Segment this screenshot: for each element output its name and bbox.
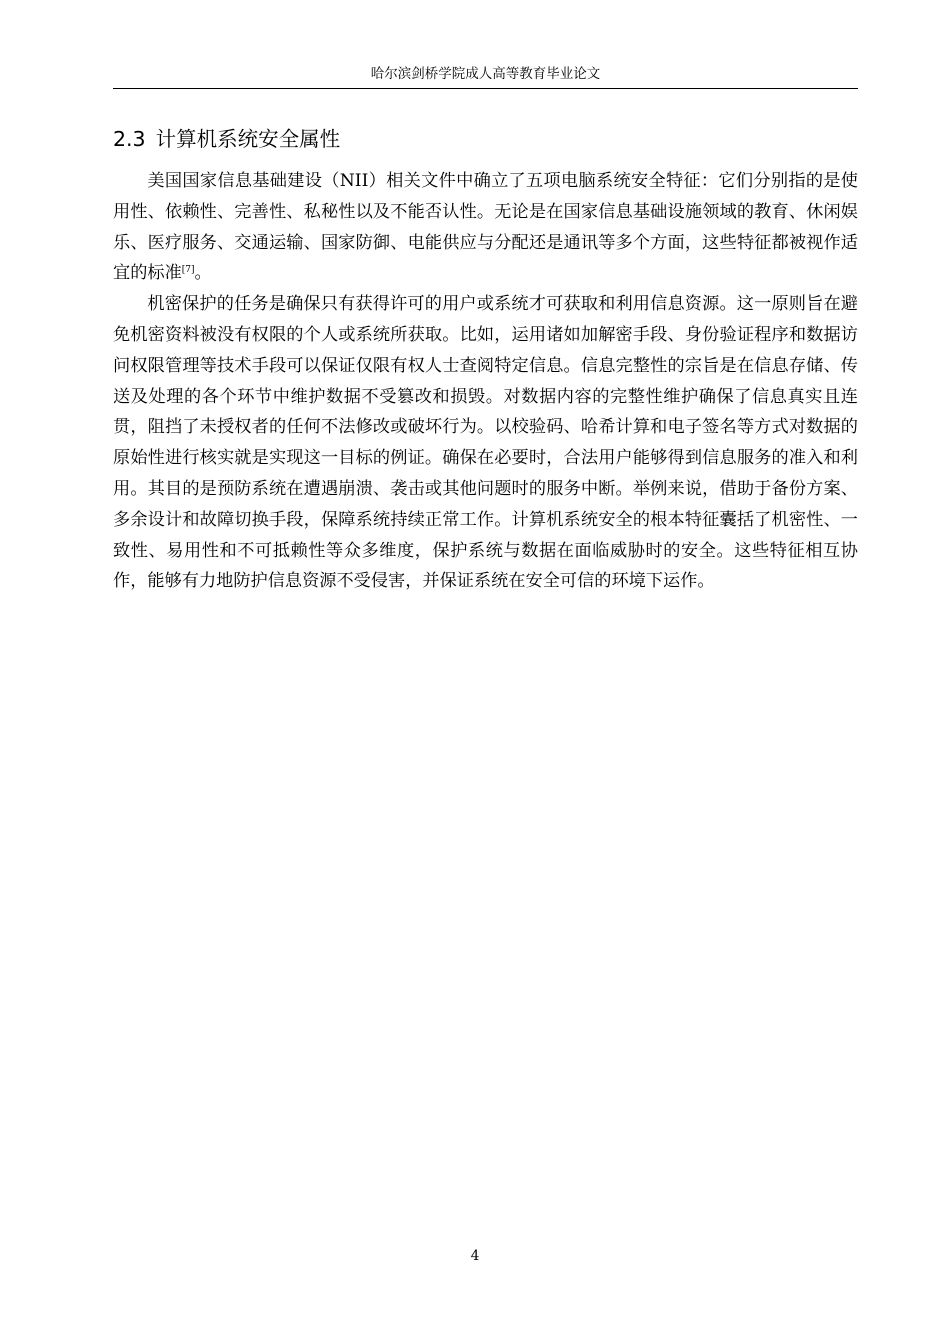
- page-number: [0, 1246, 950, 1266]
- paragraph-1-text: 美国国家信息基础建设（NII）相关文件中确立了五项电脑系统安全特征：它们分别指的是使用性、依赖性、完善性、私秘性以及不能否认性。无论是在国家信息基础设施领域的教育、休闲娱乐、医疗服务、交通运输、国家防御、电能供应与分配还是通讯等多个方面，这些特征都被视作适宜的标准: [113, 171, 858, 284]
- header-title: 哈尔滨剑桥学院成人高等教育毕业论文: [370, 66, 601, 82]
- paragraph-2: [113, 289, 858, 597]
- paragraph-2-text: 机密保护的任务是确保只有获得许可的用户或系统才可获取和利用信息资源。这一原则旨在避免机密资料被没有权限的个人或系统所获取。比如，运用诸如加解密手段、身份验证程序和数据访问权限管理等技术手段可以保证仅限有权人士查阅特定信息。信息完整性的宗旨是在信息存储、传送及处理的各个环节中维护数据不受篡改和损毁。对数据内容的完整性维护确保了信息真实且连贯，阻挡了未授权者的任何不法修改或破坏行为。以校验码、哈希计算和电子签名等方式对数据的原始性进行核实就是实现这一目标的例证。确保在必要时，合法用户能够得到信息服务的准入和利用。其目的是预防系统在遭遇崩溃、袭击或其他问题时的服务中断。举例来说，借助于备份方案、多余设计和故障切换手段，保障系统持续正常工作。计算机系统安全的根本特征囊括了机密性、一致性、易用性和不可抵赖性等众多维度，保护系统与数据在面临威胁时的安全。这些特征相互协作，能够有力地防护信息资源不受侵害，并保证系统在安全可信的环境下运作。: [113, 294, 858, 592]
- section-number: 2.3: [113, 127, 146, 151]
- page-header: [113, 62, 858, 89]
- paragraph-1-tail: 。: [194, 263, 212, 284]
- page-number-value: 4: [470, 1248, 480, 1264]
- section-heading: [113, 122, 858, 156]
- section-title: 计算机系统安全属性: [155, 127, 341, 151]
- body-text: [113, 166, 858, 597]
- citation-reference: [7]: [181, 265, 195, 276]
- paragraph-1: [113, 166, 858, 289]
